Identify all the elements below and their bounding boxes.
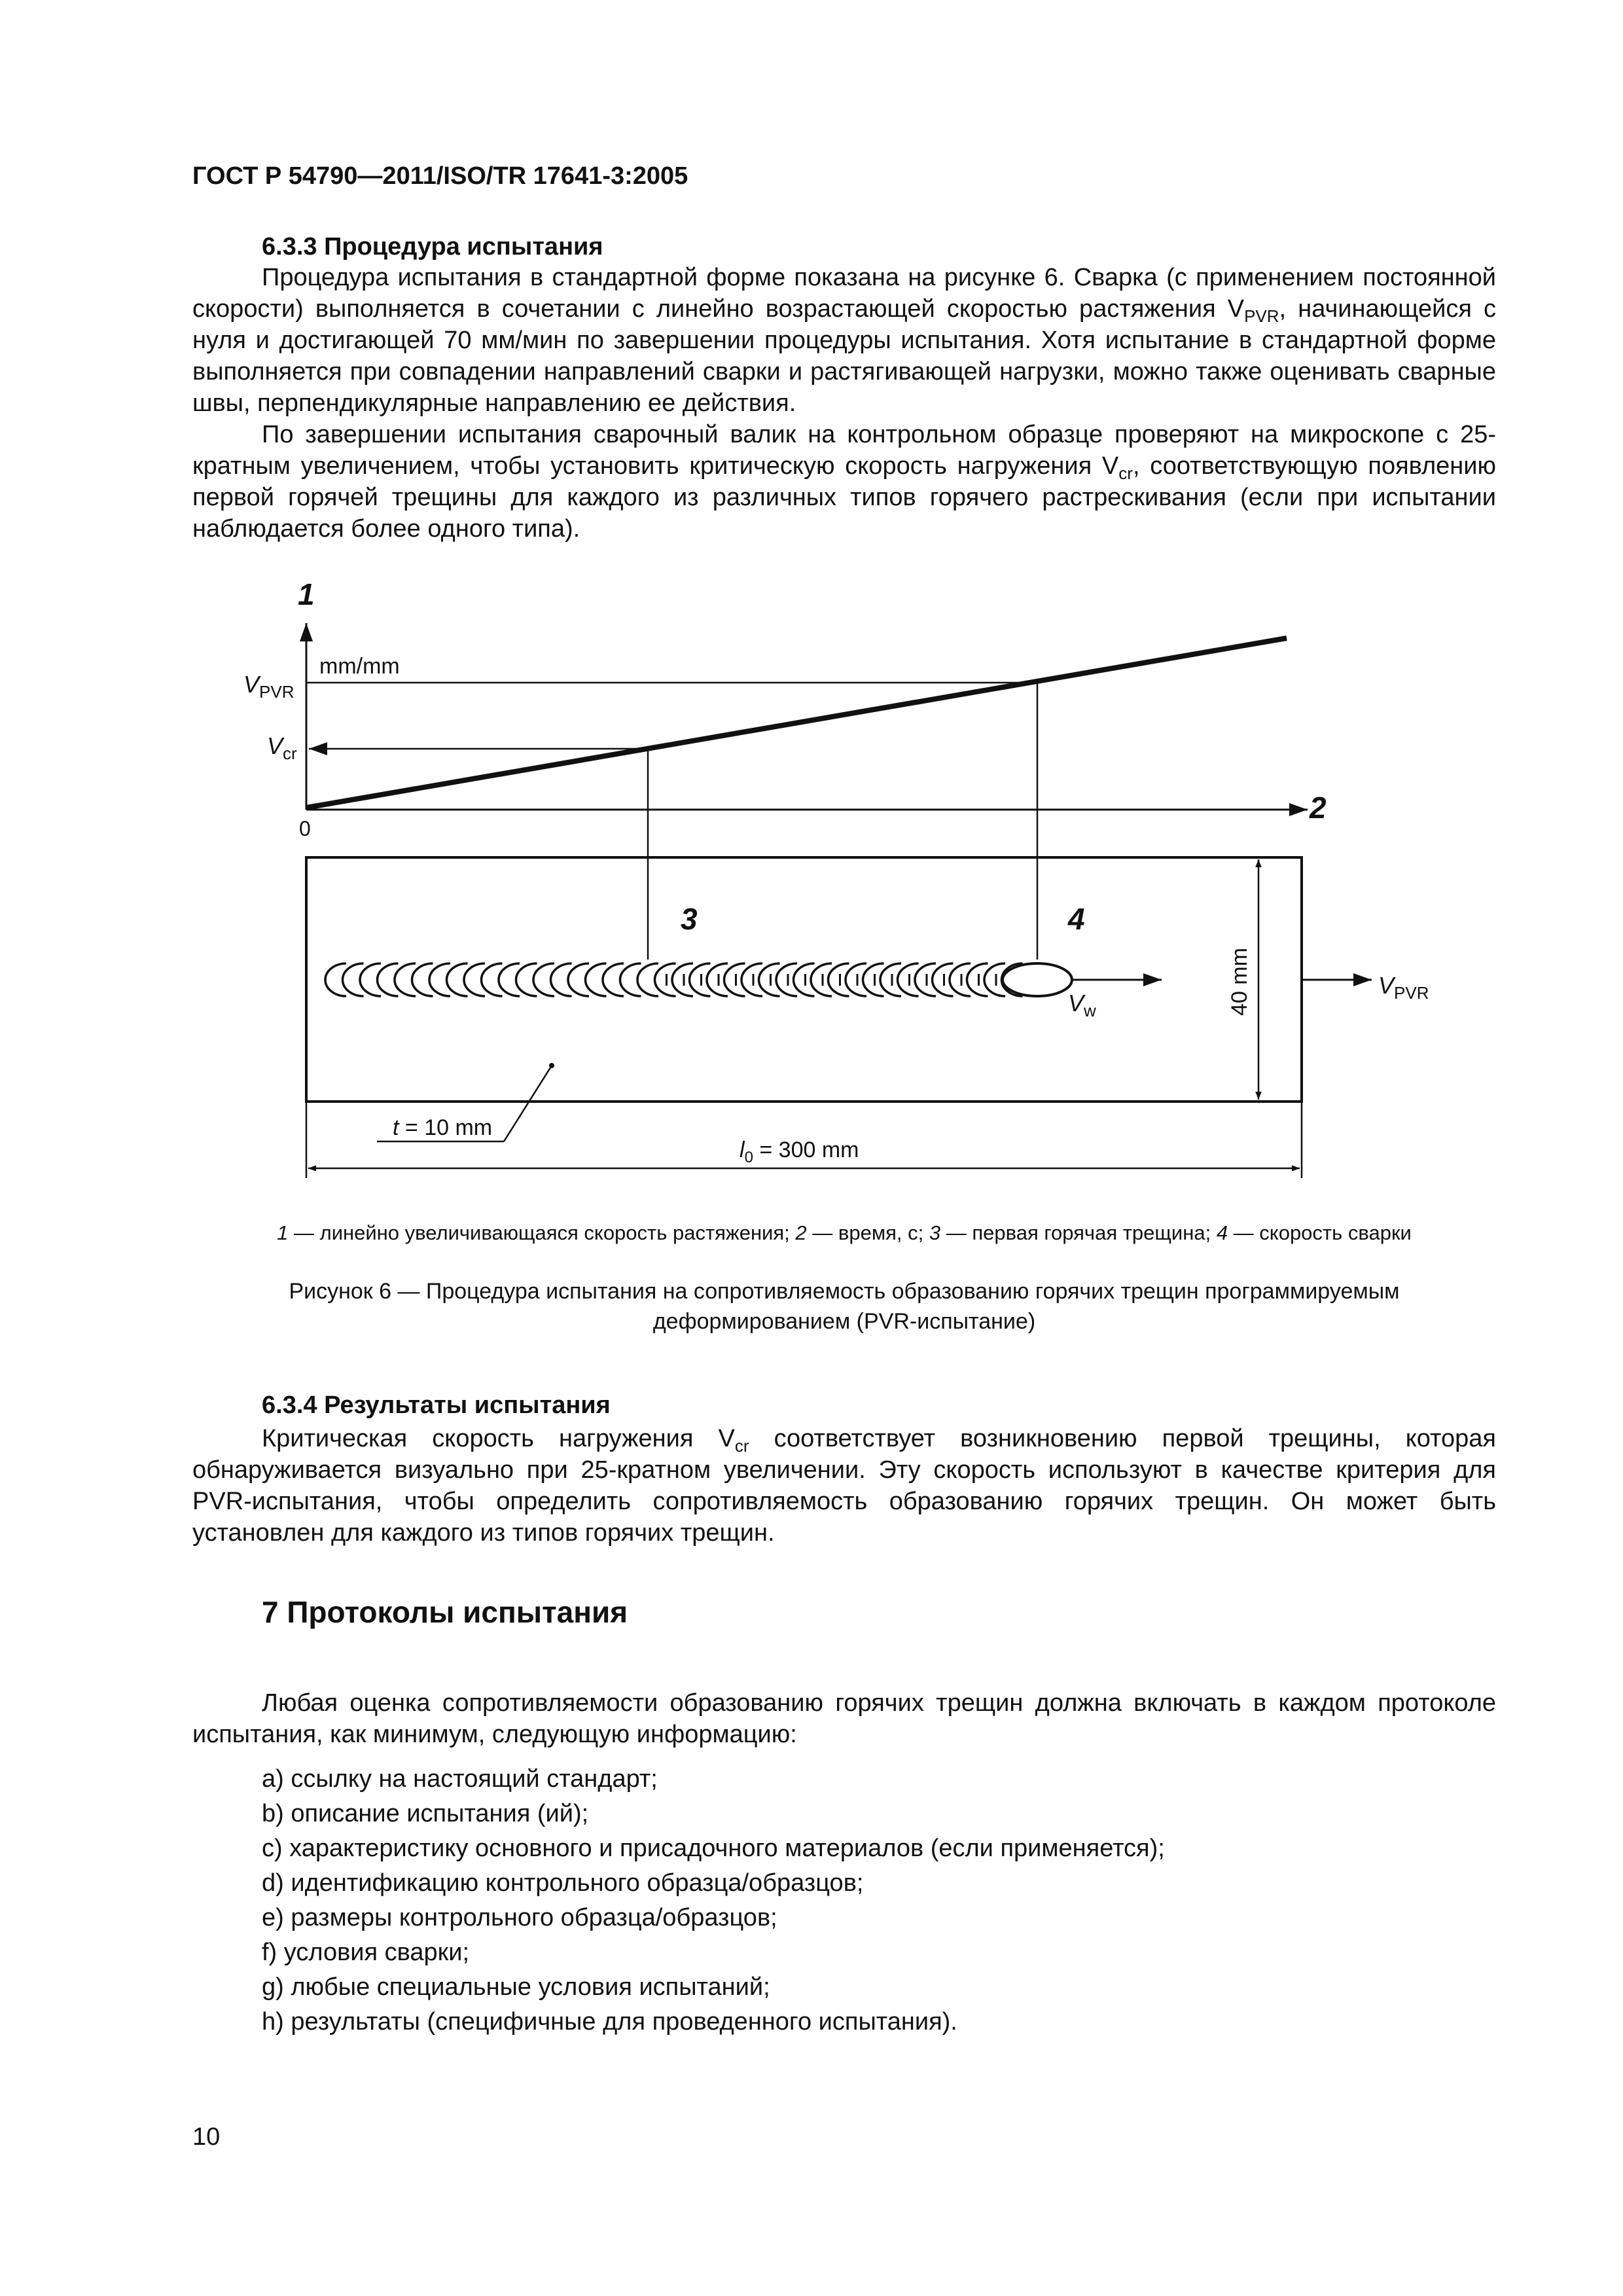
list-item: e) размеры контрольного образца/образцов; xyxy=(262,1904,777,1931)
label-3: 3 xyxy=(681,902,698,936)
section-6-3-4-paragraph: Критическая скорость нагружения $V_{cr}$ соответствует возникновению первой трещины, которая обнаруживается визуально при 25-кратном увеличении. Эту скорость используют в качестве критерия для PVR-испытания, чтобы определить сопротивляемость образованию горячих трещин. Он может быть установлен для каждого из типов горячих трещин. xyxy=(192,1425,1496,1547)
document-header: ГОСТ Р 54790—2011/ISO/TR 17641-3:2005 xyxy=(192,162,688,190)
list-item: b) описание испытания (ий); xyxy=(262,1800,589,1827)
figure-caption: Рисунок 6 — Процедура испытания на сопротивляемость образованию горячих трещин программируемым деформированием (PVR-испытание) xyxy=(289,1279,1400,1334)
list-item: g) любые специальные условия испытаний; xyxy=(262,1973,770,2001)
weld-bead xyxy=(325,963,1023,996)
label-1: 1 xyxy=(298,577,315,611)
list-item: h) результаты (специфичные для проведенного испытания). xyxy=(262,2008,957,2036)
protocol-requirements-list xyxy=(262,1762,1165,2039)
pvr-test-diagram xyxy=(0,563,1623,1191)
strain-rate-line xyxy=(306,638,1287,808)
list-item: d) идентификацию контрольного образца/образцов; xyxy=(262,1869,864,1897)
vpvr-pull-label: $V_{PVR}$ xyxy=(1378,972,1429,1003)
section-6-3-3-title: 6.3.3 Процедура испытания xyxy=(262,233,603,260)
label-4: 4 xyxy=(1068,902,1085,936)
label-2: 2 xyxy=(1310,791,1327,825)
page-number: 10 xyxy=(192,2123,221,2151)
section-6-3-3-paragraph-1: Процедура испытания в стандартной форме показана на рисунке 6. Сварка (с применением постоянной скорости) выполняется в сочетании с линейно возрастающей скоростью растяжения $V_{PVR}$, начинающейся с нуля и достигающей 70 мм/мин по завершении процедуры испытания. Хотя испытание в стандартной форме выполняется при совпадении направлений сварки и растягивающей нагрузки, можно также оценивать сварные швы, перпендикулярные направлению ее действия. xyxy=(192,264,1496,417)
thickness-leader-diagonal xyxy=(504,1066,552,1141)
length-label: $l_0 = 300$ mm xyxy=(740,1138,859,1166)
section-7-intro: Любая оценка сопротивляемости образованию горячих трещин должна включать в каждом протоколе испытания, как минимум, следующую информацию: xyxy=(192,1689,1496,1748)
section-7-title: 7 Протоколы испытания xyxy=(262,1595,628,1629)
width-dimension-label: 40 mm xyxy=(1227,948,1252,1016)
thickness-leader-dot xyxy=(549,1063,554,1068)
unit-label: mm/mm xyxy=(319,654,400,679)
section-6-3-4-title: 6.3.4 Результаты испытания xyxy=(262,1391,611,1419)
list-item: c) характеристику основного и присадочного материалов (если применяется); xyxy=(262,1835,1165,1862)
vw-label: $V_w$ xyxy=(1068,990,1096,1020)
vpvr-axis-label: $V_{PVR}$ xyxy=(243,671,294,702)
thickness-label: t = 10 mm xyxy=(393,1115,493,1140)
figure-legend: 1 — линейно увеличивающаяся скорость растяжения; 2 — время, с; 3 — первая горячая трещина; 4 — скорость сварки xyxy=(277,1221,1412,1244)
list-item: a) ссылку на настоящий стандарт; xyxy=(262,1765,658,1793)
list-item: f) условия сварки; xyxy=(262,1939,470,1966)
weld-pool xyxy=(1003,963,1072,996)
vcr-axis-label: $V_{cr}$ xyxy=(267,732,297,763)
zero-label: 0 xyxy=(299,817,311,840)
section-6-3-3-paragraph-2: По завершении испытания сварочный валик на контрольном образце проверяют на микроскопе с 25-кратным увеличением, чтобы установить критическую скорость нагружения $V_{cr}$, соответствующую появлению первой горячей трещины для каждого из различных типов горячего растрескивания (если при испытании наблюдается более одного типа). xyxy=(192,421,1496,543)
